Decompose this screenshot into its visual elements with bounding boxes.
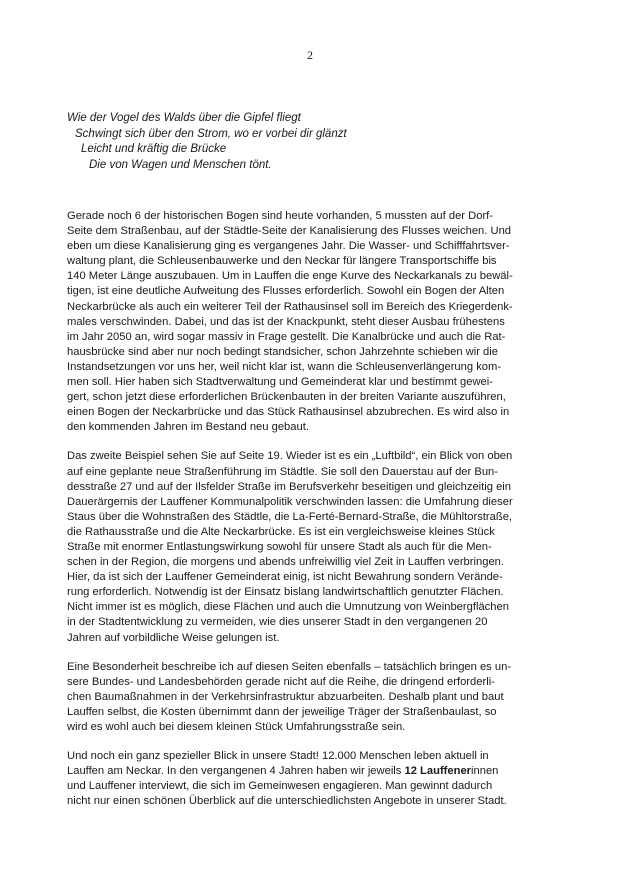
text-segment: Lauffen am Neckar. In den vergangenen 4 Jahren haben wir jeweils bbox=[67, 765, 405, 778]
text-line: Lauffen selbst, die Kosten übernimmt dann der jeweilige Träger der Straßenbaulast, so bbox=[67, 705, 497, 718]
text-line: und Lauffener interviewt, die sich im Gemeinwesen engagieren. Man gewinnt dadurch bbox=[67, 780, 493, 793]
text-line: die Rathausstraße und die Alte Neckarbrücke. Es ist ein vergleichsweise kleines Stück bbox=[67, 525, 495, 538]
poem-line: Schwingt sich über den Strom, wo er vorbei dir glänzt bbox=[75, 127, 347, 140]
poem-epigraph bbox=[67, 111, 507, 173]
text-line: sere Bundes- und Landesbehörden gerade nicht auf die Reihe, die dringend erforderli- bbox=[67, 675, 495, 688]
text-line: 140 Meter Länge auszubauen. Um in Lauffen die enge Kurve des Neckarkanals zu bewäl- bbox=[67, 270, 513, 283]
text-segment: innen bbox=[471, 765, 499, 778]
text-line: Straße mit enormer Entlastungswirkung sowohl für unsere Stadt als auch für die Men- bbox=[67, 540, 492, 553]
text-line: Und noch ein ganz spezieller Blick in unsere Stadt! 12.000 Menschen leben aktuell in bbox=[67, 750, 489, 763]
text-line: im Jahr 2050 an, wird sogar massiv in Frage gestellt. Die Kanalbrücke und auch die Rat- bbox=[67, 330, 506, 343]
text-line: den kommenden Jahren im Bestand neu gebaut. bbox=[67, 421, 309, 434]
text-line: chen Baumaßnahmen in der Verkehrsinfrastruktur abzuarbeiten. Deshalb plant und baut bbox=[67, 690, 504, 703]
text-line: tigen, ist eine deutliche Aufweitung des Flusses erforderlich. Sowohl ein Bogen der Alten bbox=[67, 285, 505, 298]
text-line: wird es wohl auch bei diesem kleinen Stück Umfahrungsstraße sein. bbox=[67, 721, 406, 733]
text-line: Jahren auf vorbildliche Weise gelungen ist. bbox=[67, 631, 280, 644]
paragraph-bridges bbox=[67, 209, 513, 435]
body-text bbox=[67, 209, 513, 823]
text-line-with-emphasis bbox=[67, 764, 507, 779]
text-line: waltung plant, die Schleusenbauwerke und den Neckar für längere Transportschiffe bis bbox=[67, 255, 497, 268]
text-line: Gerade noch 6 der historischen Bogen sind heute vorhanden, 5 mussten auf der Dorf- bbox=[67, 210, 494, 222]
text-line: Das zweite Beispiel sehen Sie auf Seite 19. Wieder ist es ein „Luftbild“, ein Blick von oben bbox=[67, 450, 513, 463]
text-line: hausbrücke sind aber nur noch bedingt standsicher, schon Jahrzehnte schieben wir die bbox=[67, 345, 498, 358]
text-line: men soll. Hier haben sich Stadtverwaltung und Gemeinderat klar und bestimmt gewei- bbox=[67, 376, 493, 389]
poem-line: Die von Wagen und Menschen tönt. bbox=[89, 158, 272, 171]
paragraph-citizens bbox=[67, 749, 507, 809]
text-line: Eine Besonderheit beschreibe ich auf diesen Seiten ebenfalls – tatsächlich bringen es un- bbox=[67, 660, 512, 673]
text-line: Hier, da ist sich der Lauffener Gemeinderat einig, ist nicht Bewahrung sondern Verände- bbox=[67, 571, 503, 584]
text-line: Dauerärgernis der Lauffener Kommunalpolitik verschwinden lassen: die Umfahrung dieser bbox=[67, 495, 513, 508]
text-line: Neckarbrücke als auch ein weiterer Teil der Rathausinsel soll im Bereich des Kriegerdenk- bbox=[67, 300, 513, 313]
text-line: rung erforderlich. Notwendig ist der Einsatz bislang landwirtschaftlich genutzter Flächen. bbox=[67, 586, 504, 599]
poem-line: Wie der Vogel des Walds über die Gipfel fliegt bbox=[67, 112, 301, 124]
text-line: males verschwinden. Dabei, und das ist der Knackpunkt, steht dieser Ausbau frühestens bbox=[67, 315, 505, 328]
text-line: desstraße 27 und auf der Ilsfelder Straße im Berufsverkehr beseitigen und gleichzeitig ein bbox=[67, 480, 512, 493]
text-line: einen Bogen der Neckarbrücke und das Stück Rathausinsel abzubrechen. Es wird also in bbox=[67, 406, 510, 419]
text-line: auf eine geplante neue Straßenführung im Städtle. Sie soll den Dauerstau auf der Bun- bbox=[67, 465, 498, 478]
text-line: schen in der Region, die morgens und abends unfreiwillig viel Zeit in Lauffen verbringen. bbox=[67, 556, 504, 569]
text-line: Staus über die Wohnstraßen des Städtle, die La-Ferté-Bernard-Straße, die Mühltorstraße, bbox=[67, 510, 513, 523]
text-line: in der Stadtentwicklung zu vermeiden, wie dies unserer Stadt in den vergangenen 20 bbox=[67, 616, 488, 629]
text-line: eben um diese Kanalisierung ging es vergangenes Jahr. Die Wasser- und Schifffahrtsver- bbox=[67, 240, 510, 253]
text-line: nicht nur einen schönen Überblick auf die unterschiedlichsten Angebote in unserer Stadt. bbox=[67, 795, 507, 808]
page-number: 2 bbox=[307, 48, 313, 62]
poem-line: Leicht und kräftig die Brücke bbox=[81, 143, 227, 155]
text-line: Instandsetzungen vor uns her, weil nicht klar ist, wann die Schleusenverlängerung kom- bbox=[67, 360, 502, 373]
text-line: gert, schon jetzt diese erforderlichen Brückenbauten in der breiten Variante auszuführen, bbox=[67, 391, 506, 404]
text-line: Nicht immer ist es möglich, diese Flächen und auch die Umnutzung von Weinbergflächen bbox=[67, 601, 509, 614]
bold-emphasis: 12 Lauffener bbox=[404, 765, 472, 778]
text-line: Seite dem Straßenbau, auf der Städtle-Seite der Kanalisierung des Flusses weichen. Und bbox=[67, 225, 512, 238]
paragraph-infrastructure bbox=[67, 660, 512, 735]
paragraph-road bbox=[67, 449, 513, 645]
